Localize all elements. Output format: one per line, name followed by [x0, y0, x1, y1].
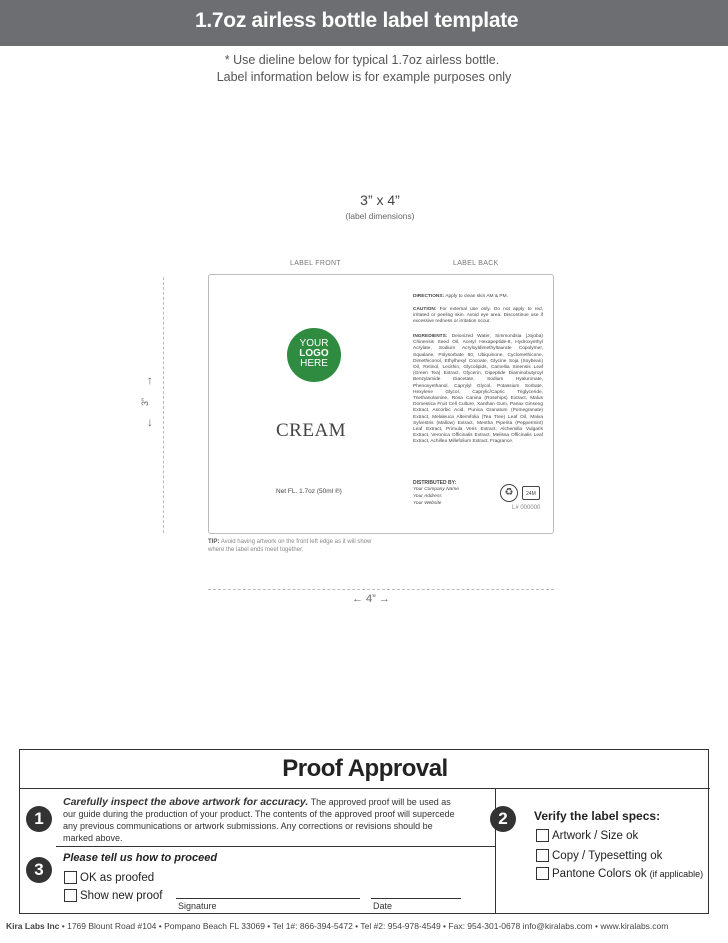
proof-title: Proof Approval: [282, 755, 448, 782]
signature-line[interactable]: [176, 898, 360, 899]
step-3-heading: Please tell us how to proceed: [63, 852, 218, 864]
logo-text-line: YOUR: [299, 338, 329, 349]
checkbox-label: Show new proof: [80, 889, 163, 902]
product-name: CREAM: [276, 420, 347, 441]
directions-text: Apply to clean skin AM & PM.: [445, 294, 508, 299]
step-2-badge: 2: [490, 806, 516, 832]
checkbox-label: OK as proofed: [80, 871, 155, 884]
logo-placeholder: [287, 328, 341, 382]
lot-number: L# 000000: [512, 505, 541, 511]
caution-title: CAUTION:: [413, 307, 437, 312]
checkbox-box[interactable]: [536, 829, 549, 842]
caution-block: [413, 307, 543, 326]
date-line[interactable]: [371, 898, 461, 899]
logo-text-line: HERE: [300, 358, 328, 369]
height-label: 3”: [140, 397, 151, 407]
distributor-line: Your Company Name: [413, 487, 459, 492]
disclaimer-note: Label information below is for example purposes only: [216, 70, 512, 84]
arrow-down-icon: ↓: [147, 415, 153, 429]
distributor-line: Your Website: [413, 501, 442, 506]
checkbox-box[interactable]: [64, 871, 77, 884]
divider: [56, 846, 496, 847]
copy-typesetting-checkbox[interactable]: [536, 849, 662, 862]
footer: [0, 921, 728, 931]
footer-details: • 1769 Blount Road #104 • Pompano Beach FL 33069 • Tel 1#: 866-394-5472 • Tel #2: 954-978-4549 • Fax: 954-301-0678 info@kiralabs.com • www.kiralabs.com: [59, 921, 669, 931]
header-bar: [0, 0, 728, 46]
step-1-badge: 1: [26, 806, 52, 832]
ok-as-proofed-checkbox[interactable]: [64, 871, 154, 884]
distributed-by-title: DISTRIBUTED BY:: [413, 480, 457, 486]
date-label: Date: [373, 901, 393, 911]
width-label: ← 4” →: [352, 593, 390, 605]
ingredients-text: Deionized Water, Simmondsia (Jojoba) Chinensis Seed Oil, Acetyl Hexapeptide-8, Hydroxyethyl Acrylate, Sodium Acryloyldimethyltaurate Copolymer, Squalane, Polysorbate 60, Ubiquinone, Cyclomethicone, Dimethiconol, Ethylhexyl Cocoate, Glycine Soja (Soybean) Oil, Retinol, Lecithin, Glycolipids, Camellia Sinensis Leaf (Green Tea) Extract, Glycerin, Dipeptide Diaminobutyroyl Benzylamide Diacetate, Sodium Hyaluronate, Phenoxyethanol, Caprylyl Glycol, Potassium Sorbate, Hexylene Glycol, Caprylic/Capric Triglyceride, Triethanolamine, Rosa Canina (Rosehips) Extract, Malus Domestica Fruit Cell Culture, Xanthan Gum, Panax Ginseng Extract, Ascorbic Acid, Punica Granatum (Pomegranate) Extract, Melaleuca Alternifolia (Tea Tree) Leaf Oil, Malva Sylvestris (Mallow) Extract, Mentha Piperita (Peppermint) Leaf Extract, Primula Veris Extract, Alchemilla Vulgaris Extract, Veronica Officinalis Extract, Melissa Officinalis Leaf Extract, Achillea Millefolium Extract, Fragrance.: [413, 334, 543, 445]
footer-company: Kira Labs Inc: [6, 921, 60, 931]
label-size: 3” x 4”: [360, 192, 400, 208]
tip-title: TIP:: [208, 539, 220, 545]
arrow-up-icon: ↑: [147, 373, 153, 387]
checkbox-box[interactable]: [64, 889, 77, 902]
logo-text-line: LOGO: [299, 348, 329, 359]
checkbox-box[interactable]: [536, 849, 549, 862]
step-1-body: The approved proof will be used as our guide during the production of your product. The contents of the approved proof will supercede any previous communications or artwork submissions. Any corrections or revisions should be marked above.: [63, 797, 455, 843]
usage-note: * Use dieline below for typical 1.7oz airless bottle.: [224, 53, 500, 67]
directions-block: [413, 294, 543, 300]
ingredients-title: INGREDIENTS:: [413, 334, 448, 339]
recycle-icon: ♻: [500, 484, 518, 502]
directions-title: DIRECTIONS:: [413, 294, 445, 299]
step-3-badge: 3: [26, 857, 52, 883]
height-dimension: [140, 373, 164, 433]
ingredients-block: [413, 334, 543, 446]
label-front-heading: LABEL FRONT: [290, 260, 341, 267]
step-2-heading: Verify the label specs:: [534, 809, 661, 823]
step-1-heading: Carefully inspect the above artwork for accuracy.: [63, 796, 309, 808]
tip-note: [208, 538, 378, 554]
checkbox-label: Copy / Typesetting ok: [552, 849, 663, 862]
checkbox-label: Artwork / Size ok: [552, 829, 639, 842]
distributor-line: Your Address: [413, 494, 442, 499]
step-1-text: [63, 796, 455, 844]
show-new-proof-checkbox[interactable]: [64, 889, 162, 902]
caution-text: For external use only. Do not apply to red, irritated or peeling skin. Avoid eye area. Discontinue use if excessive redness or irritation occur.: [413, 307, 543, 325]
page-title: 1.7oz airless bottle label template: [195, 9, 519, 32]
checkbox-label: Pantone Colors ok: [552, 867, 647, 880]
checkbox-note: (if applicable): [649, 868, 704, 879]
pao-icon: 24M: [522, 486, 540, 500]
signature-label: Signature: [178, 901, 217, 911]
label-back-heading: LABEL BACK: [453, 260, 499, 267]
net-volume: Net FL. 1.7oz (50ml ℗): [276, 488, 342, 495]
pantone-colors-checkbox[interactable]: [536, 867, 703, 880]
label-size-caption: (label dimensions): [345, 211, 415, 221]
divider: [20, 788, 710, 789]
width-guide-line: [208, 589, 554, 590]
artwork-size-checkbox[interactable]: [536, 829, 638, 842]
checkbox-box[interactable]: [536, 867, 549, 880]
tip-text: Avoid having artwork on the front left edge as it will show where the label ends meet together.: [208, 539, 372, 553]
